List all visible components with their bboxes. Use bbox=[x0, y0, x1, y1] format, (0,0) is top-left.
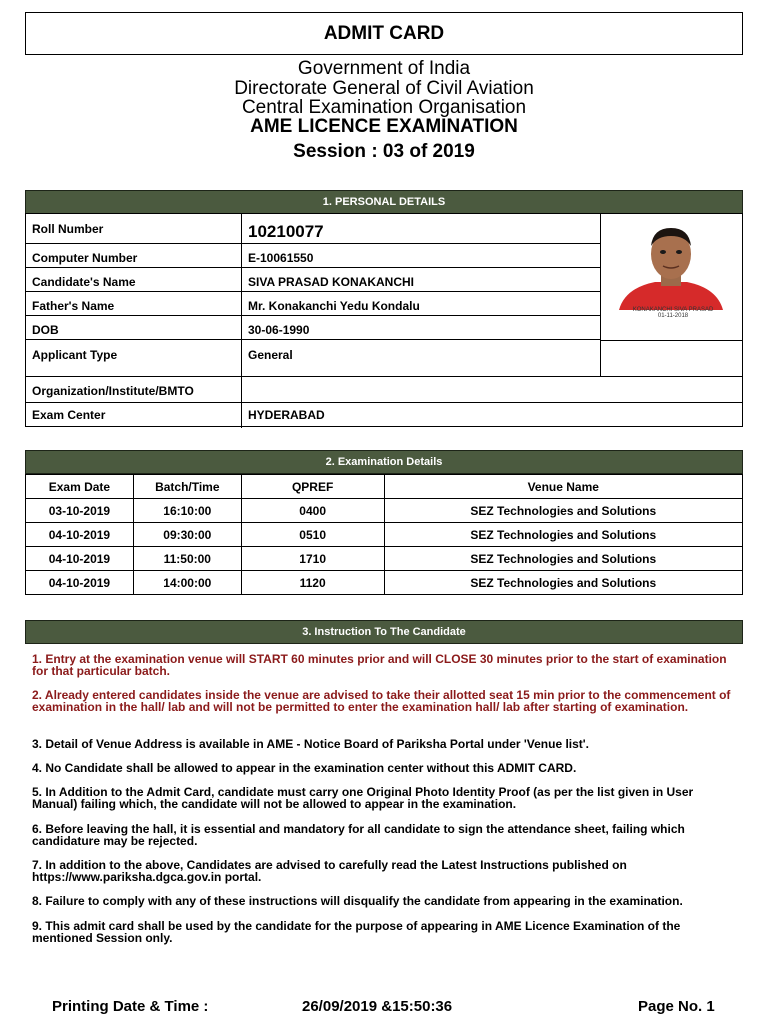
header-dgca: Directorate General of Civil Aviation bbox=[234, 78, 534, 99]
header-session: Session : 03 of 2019 bbox=[293, 141, 475, 162]
value-roll-number: 10210077 bbox=[248, 222, 324, 241]
cell-batch-time: 16:10:00 bbox=[133, 499, 241, 523]
cell-venue: SEZ Technologies and Solutions bbox=[384, 523, 742, 547]
page-number: Page No. 1 bbox=[638, 998, 715, 1015]
col-qpref: QPREF bbox=[241, 475, 384, 499]
label-roll-number: Roll Number bbox=[32, 222, 104, 236]
instruction-1: 1. Entry at the examination venue will START 60 minutes prior and will CLOSE 30 minutes prior to the start of examination for that particular batch. bbox=[32, 652, 727, 678]
personal-details-bar: 1. PERSONAL DETAILS bbox=[25, 190, 743, 214]
table-row bbox=[26, 571, 743, 595]
col-venue-name: Venue Name bbox=[384, 475, 742, 499]
value-father-name: Mr. Konakanchi Yedu Kondalu bbox=[248, 299, 420, 313]
photo-eye-left bbox=[660, 250, 666, 254]
value-applicant-type: General bbox=[248, 348, 293, 362]
label-dob: DOB bbox=[32, 323, 59, 337]
cell-qpref: 0400 bbox=[241, 499, 384, 523]
admit-card-title: ADMIT CARD bbox=[25, 12, 743, 55]
personal-details-table bbox=[25, 213, 743, 427]
cell-qpref: 1710 bbox=[241, 547, 384, 571]
cell-venue: SEZ Technologies and Solutions bbox=[384, 571, 742, 595]
instruction-4: 4. No Candidate shall be allowed to appear in the examination center without this ADMIT CARD. bbox=[32, 761, 577, 775]
cell-venue: SEZ Technologies and Solutions bbox=[384, 547, 742, 571]
col-exam-date: Exam Date bbox=[26, 475, 134, 499]
instruction-3: 3. Detail of Venue Address is available in AME - Notice Board of Pariksha Portal under 'Venue list'. bbox=[32, 737, 589, 751]
instruction-6: 6. Before leaving the hall, it is essential and mandatory for all candidate to sign the attendance sheet, failing which candidature may be rejected. bbox=[32, 822, 685, 848]
cell-batch-time: 14:00:00 bbox=[133, 571, 241, 595]
instruction-8: 8. Failure to comply with any of these instructions will disqualify the candidate from appearing in the examination. bbox=[32, 894, 683, 908]
value-exam-center: HYDERABAD bbox=[248, 408, 325, 422]
photo-caption-name: KONAKANCHI SIVA PRASAD bbox=[632, 307, 714, 313]
header-ceo: Central Examination Organisation bbox=[241, 97, 527, 118]
header-government: Government of India bbox=[297, 58, 471, 79]
cell-qpref: 1120 bbox=[241, 571, 384, 595]
label-applicant-type: Applicant Type bbox=[32, 348, 118, 362]
header-exam-name: AME LICENCE EXAMINATION bbox=[250, 116, 518, 137]
instruction-2: 2. Already entered candidates inside the venue are advised to take their allotted seat 15 min prior to the commencement of examination in the hall/ lab and will not be permitted to enter the examination hall/ lab after starting of examination. bbox=[32, 688, 731, 714]
cell-venue: SEZ Technologies and Solutions bbox=[384, 499, 742, 523]
exam-details-table bbox=[25, 474, 743, 595]
printing-label: Printing Date & Time : bbox=[52, 998, 209, 1015]
instruction-7: 7. In addition to the above, Candidates are advised to carefully read the Latest Instructions published on https://www.pariksha.dgca.gov.in portal. bbox=[32, 858, 627, 884]
label-organization: Organization/Institute/BMTO bbox=[32, 384, 194, 398]
value-computer-number: E-10061550 bbox=[248, 251, 314, 265]
cell-exam-date: 04-10-2019 bbox=[26, 523, 134, 547]
photo-caption-date: 01-11-2018 bbox=[657, 313, 689, 319]
label-exam-center: Exam Center bbox=[32, 408, 106, 422]
photo-eye-right bbox=[676, 250, 682, 254]
instructions-bar: 3. Instruction To The Candidate bbox=[25, 620, 743, 644]
value-candidate-name: SIVA PRASAD KONAKANCHI bbox=[248, 275, 415, 289]
label-father-name: Father's Name bbox=[32, 299, 115, 313]
table-row bbox=[26, 547, 743, 571]
cell-batch-time: 11:50:00 bbox=[133, 547, 241, 571]
cell-qpref: 0510 bbox=[241, 523, 384, 547]
value-dob: 30-06-1990 bbox=[248, 323, 310, 337]
label-candidate-name: Candidate's Name bbox=[32, 275, 136, 289]
instruction-9: 9. This admit card shall be used by the candidate for the purpose of appearing in AME Licence Examination of the mentioned Session only. bbox=[32, 919, 681, 945]
table-row bbox=[26, 523, 743, 547]
instruction-5: 5. In Addition to the Admit Card, candidate must carry one Original Photo Identity Proof (as per the list given in User Manual) failing which, the candidate will not be allowed to appear in the examination. bbox=[32, 785, 694, 811]
exam-details-bar: 2. Examination Details bbox=[25, 450, 743, 474]
cell-exam-date: 04-10-2019 bbox=[26, 571, 134, 595]
printing-value: 26/09/2019 &15:50:36 bbox=[302, 998, 453, 1015]
exam-table-header-row bbox=[26, 475, 743, 499]
cell-batch-time: 09:30:00 bbox=[133, 523, 241, 547]
cell-exam-date: 04-10-2019 bbox=[26, 547, 134, 571]
col-batch-time: Batch/Time bbox=[133, 475, 241, 499]
label-computer-number: Computer Number bbox=[32, 251, 138, 265]
cell-exam-date: 03-10-2019 bbox=[26, 499, 134, 523]
table-row bbox=[26, 499, 743, 523]
